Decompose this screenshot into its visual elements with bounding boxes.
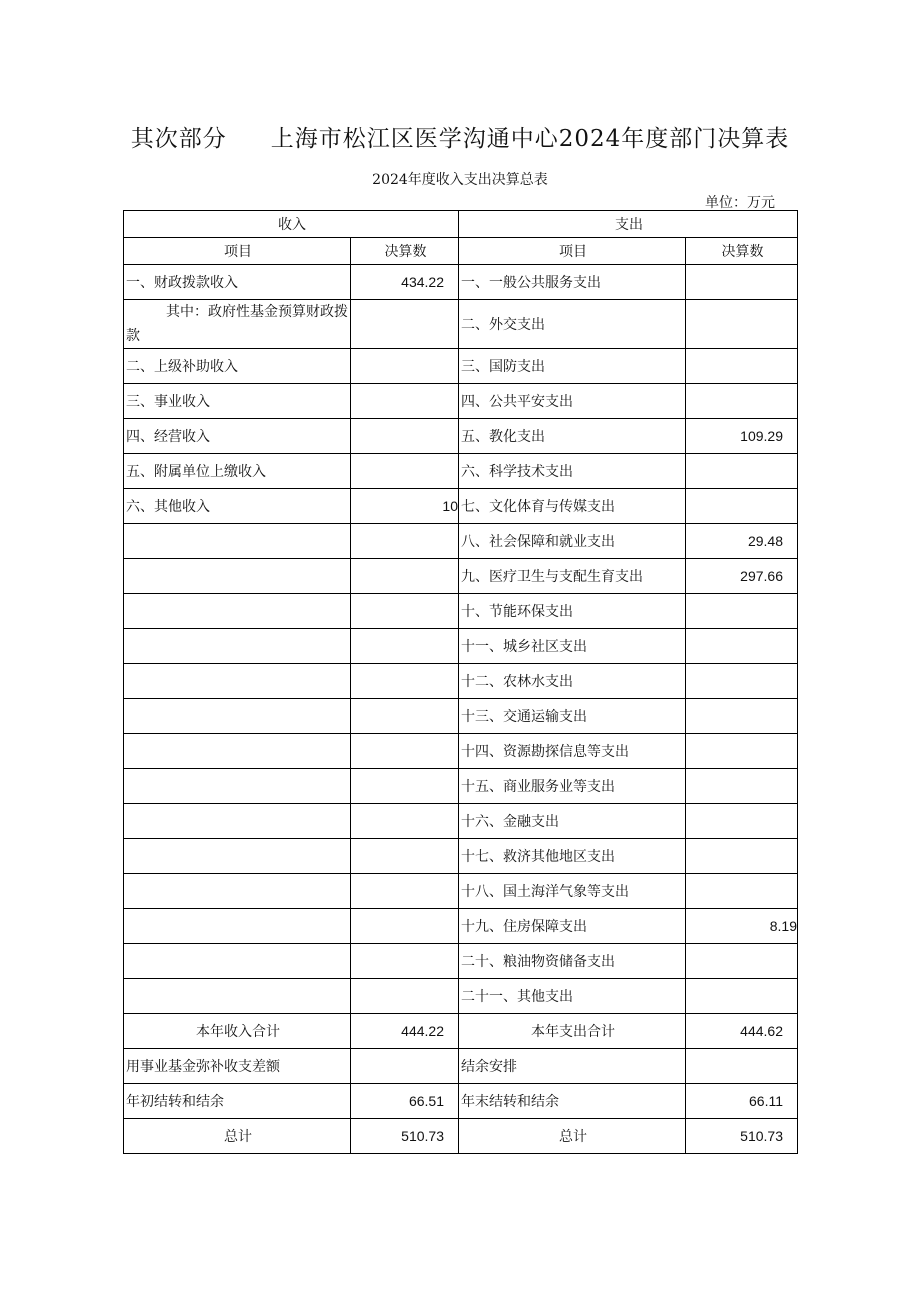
column-header-row bbox=[124, 238, 798, 265]
expense-item-cell: 一、一般公共服务支出 bbox=[459, 265, 686, 300]
income-amount-cell bbox=[351, 769, 459, 804]
year-expense-label: 本年支出合计 bbox=[459, 1014, 686, 1049]
income-item-cell bbox=[124, 874, 351, 909]
income-item-cell: 五、附属单位上缴收入 bbox=[124, 454, 351, 489]
income-amount-cell bbox=[351, 944, 459, 979]
expense-item-cell: 十二、农林水支出 bbox=[459, 664, 686, 699]
table-row bbox=[124, 349, 798, 384]
expense-item-cell: 十八、国土海洋气象等支出 bbox=[459, 874, 686, 909]
income-item-cell: 一、财政拨款收入 bbox=[124, 265, 351, 300]
income-amount-cell bbox=[351, 594, 459, 629]
year-expense-value: 444.62 bbox=[686, 1014, 798, 1049]
expense-amount-cell: 29.48 bbox=[686, 524, 798, 559]
table-row bbox=[124, 839, 798, 874]
table-row bbox=[124, 384, 798, 419]
table-row bbox=[124, 804, 798, 839]
table-row bbox=[124, 664, 798, 699]
income-item-cell: 二、上级补助收入 bbox=[124, 349, 351, 384]
income-item-cell: 其中：政府性基金预算财政拨款 bbox=[124, 300, 351, 349]
income-amount-cell bbox=[351, 454, 459, 489]
table-row bbox=[124, 489, 798, 524]
expense-amount-cell bbox=[686, 699, 798, 734]
expense-item-cell: 二、外交支出 bbox=[459, 300, 686, 349]
table-row bbox=[124, 944, 798, 979]
expense-item-cell: 七、文化体育与传媒支出 bbox=[459, 489, 686, 524]
grand-income-label: 总计 bbox=[124, 1119, 351, 1154]
expense-item-cell: 二十、粮油物资储备支出 bbox=[459, 944, 686, 979]
income-amount-cell bbox=[351, 699, 459, 734]
income-item-cell bbox=[124, 699, 351, 734]
expense-item-cell: 六、科学技术支出 bbox=[459, 454, 686, 489]
fund-value bbox=[351, 1049, 459, 1084]
income-item-cell: 三、事业收入 bbox=[124, 384, 351, 419]
year-total-row bbox=[124, 1014, 798, 1049]
income-item-cell bbox=[124, 909, 351, 944]
income-item-cell bbox=[124, 804, 351, 839]
expense-amount-cell bbox=[686, 804, 798, 839]
fund-label: 用事业基金弥补收支差额 bbox=[124, 1049, 351, 1084]
expense-item-cell: 四、公共平安支出 bbox=[459, 384, 686, 419]
unit-label: 单位：万元 bbox=[705, 195, 775, 211]
expense-amount-cell bbox=[686, 734, 798, 769]
section-header-row bbox=[124, 211, 798, 238]
expense-item-cell: 十、节能环保支出 bbox=[459, 594, 686, 629]
fund-row bbox=[124, 1049, 798, 1084]
expense-amount-cell bbox=[686, 979, 798, 1014]
year-income-value: 444.22 bbox=[351, 1014, 459, 1049]
begin-label: 年初结转和结余 bbox=[124, 1084, 351, 1119]
income-amount-cell bbox=[351, 559, 459, 594]
expense-item-cell: 十五、商业服务业等支出 bbox=[459, 769, 686, 804]
income-amount-cell bbox=[351, 384, 459, 419]
income-amount-cell bbox=[351, 909, 459, 944]
income-item-header: 项目 bbox=[124, 238, 351, 265]
expense-item-cell: 十三、交通运输支出 bbox=[459, 699, 686, 734]
table-row bbox=[124, 594, 798, 629]
expense-amount-cell bbox=[686, 874, 798, 909]
title-text: 上海市松江区医学沟通中心2024年度部门决算表 bbox=[270, 126, 790, 152]
expense-item-cell: 十六、金融支出 bbox=[459, 804, 686, 839]
income-amount-cell bbox=[351, 419, 459, 454]
table-subtitle: 2024年度收入支出决算总表 bbox=[372, 172, 548, 188]
expense-amount-cell: 109.29 bbox=[686, 419, 798, 454]
income-section-header: 收入 bbox=[124, 211, 459, 238]
grand-expense-label: 总计 bbox=[459, 1119, 686, 1154]
expense-item-cell: 九、医疗卫生与支配生育支出 bbox=[459, 559, 686, 594]
surplus-value bbox=[686, 1049, 798, 1084]
expense-amount-cell bbox=[686, 664, 798, 699]
table-row bbox=[124, 699, 798, 734]
expense-item-cell: 十九、住房保障支出 bbox=[459, 909, 686, 944]
income-amount-cell bbox=[351, 629, 459, 664]
expense-amount-cell bbox=[686, 384, 798, 419]
table-row bbox=[124, 979, 798, 1014]
expense-amount-cell: 8.19 bbox=[686, 909, 798, 944]
income-item-cell bbox=[124, 594, 351, 629]
expense-amount-cell bbox=[686, 769, 798, 804]
income-amount-cell bbox=[351, 734, 459, 769]
expense-item-cell: 五、教化支出 bbox=[459, 419, 686, 454]
grand-expense-value: 510.73 bbox=[686, 1119, 798, 1154]
expense-amount-header: 决算数 bbox=[686, 238, 798, 265]
table-row bbox=[124, 524, 798, 559]
table-row bbox=[124, 559, 798, 594]
page-title bbox=[0, 120, 920, 153]
expense-amount-cell bbox=[686, 454, 798, 489]
income-item-cell: 四、经营收入 bbox=[124, 419, 351, 454]
grand-total-row bbox=[124, 1119, 798, 1154]
budget-table bbox=[123, 210, 798, 1154]
income-item-cell bbox=[124, 524, 351, 559]
income-amount-cell bbox=[351, 664, 459, 699]
table-row bbox=[124, 265, 798, 300]
end-value: 66.11 bbox=[686, 1084, 798, 1119]
income-amount-cell bbox=[351, 524, 459, 559]
income-item-cell bbox=[124, 629, 351, 664]
income-amount-cell bbox=[351, 349, 459, 384]
surplus-label: 结余安排 bbox=[459, 1049, 686, 1084]
income-amount-header: 决算数 bbox=[351, 238, 459, 265]
income-amount-cell bbox=[351, 300, 459, 349]
income-item-cell: 六、其他收入 bbox=[124, 489, 351, 524]
expense-amount-cell bbox=[686, 349, 798, 384]
carryover-row bbox=[124, 1084, 798, 1119]
income-amount-cell bbox=[351, 979, 459, 1014]
income-item-cell bbox=[124, 559, 351, 594]
expense-amount-cell bbox=[686, 265, 798, 300]
expense-item-cell: 二十一、其他支出 bbox=[459, 979, 686, 1014]
table-row bbox=[124, 629, 798, 664]
income-item-cell bbox=[124, 979, 351, 1014]
expense-item-cell: 十四、资源勘探信息等支出 bbox=[459, 734, 686, 769]
expense-amount-cell: 297.66 bbox=[686, 559, 798, 594]
income-amount-cell bbox=[351, 804, 459, 839]
expense-amount-cell bbox=[686, 944, 798, 979]
title-prefix: 其次部分 bbox=[130, 126, 227, 152]
table-row bbox=[124, 734, 798, 769]
income-amount-cell: 434.22 bbox=[351, 265, 459, 300]
expense-amount-cell bbox=[686, 594, 798, 629]
table-row bbox=[124, 909, 798, 944]
expense-item-header: 项目 bbox=[459, 238, 686, 265]
income-amount-cell bbox=[351, 839, 459, 874]
expense-amount-cell bbox=[686, 629, 798, 664]
table-row bbox=[124, 874, 798, 909]
income-amount-cell: 10 bbox=[351, 489, 459, 524]
expense-amount-cell bbox=[686, 489, 798, 524]
expense-item-cell: 十七、救济其他地区支出 bbox=[459, 839, 686, 874]
expense-item-cell: 三、国防支出 bbox=[459, 349, 686, 384]
expense-amount-cell bbox=[686, 839, 798, 874]
expense-item-cell: 八、社会保障和就业支出 bbox=[459, 524, 686, 559]
income-item-cell bbox=[124, 664, 351, 699]
income-amount-cell bbox=[351, 874, 459, 909]
income-item-cell bbox=[124, 944, 351, 979]
table-row bbox=[124, 300, 798, 349]
table-row bbox=[124, 769, 798, 804]
income-item-cell bbox=[124, 839, 351, 874]
end-label: 年末结转和结余 bbox=[459, 1084, 686, 1119]
income-item-cell bbox=[124, 734, 351, 769]
table-row bbox=[124, 419, 798, 454]
grand-income-value: 510.73 bbox=[351, 1119, 459, 1154]
expense-section-header: 支出 bbox=[459, 211, 798, 238]
income-item-cell bbox=[124, 769, 351, 804]
year-income-label: 本年收入合计 bbox=[124, 1014, 351, 1049]
expense-item-cell: 十一、城乡社区支出 bbox=[459, 629, 686, 664]
expense-amount-cell bbox=[686, 300, 798, 349]
begin-value: 66.51 bbox=[351, 1084, 459, 1119]
table-row bbox=[124, 454, 798, 489]
